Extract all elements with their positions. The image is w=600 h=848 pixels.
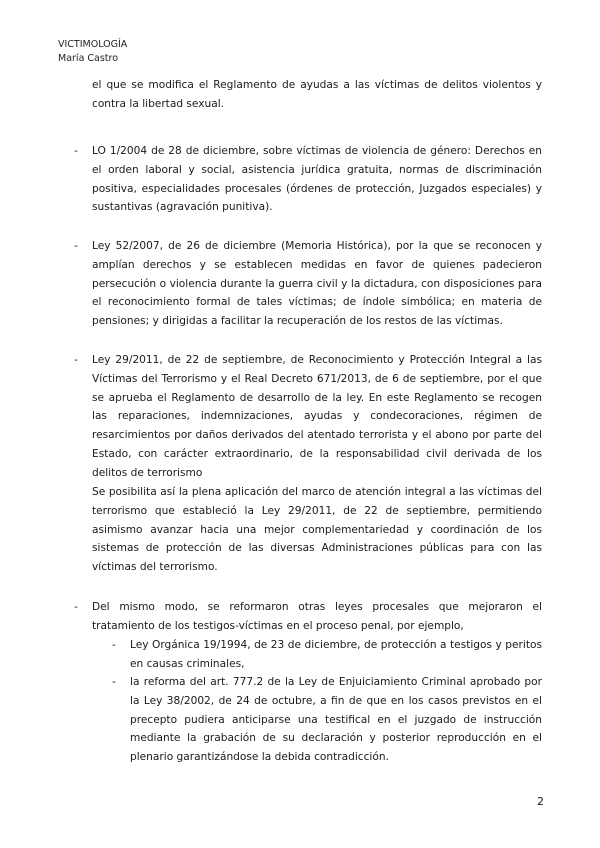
sub-item-lo-19-1994: Ley Orgánica 19/1994, de 23 de diciembre, de protección a testigos y peritos en causas criminales, bbox=[130, 639, 542, 670]
sub-bullet-dash: - bbox=[112, 676, 116, 688]
paragraph-continuation: el que se modifica el Reglamento de ayudas a las víctimas de delitos violentos y contra la libertad sexual. bbox=[92, 79, 542, 110]
bullet-dash: - bbox=[74, 145, 78, 157]
sub-item-art-777-2: la reforma del art. 777.2 de la Ley de Enjuiciamiento Criminal aprobado por la Ley 38/2002, de 24 de octubre, a fin de que en los casos previstos en el precepto pudiera anticiparse una testifical en el juzgado de instrucción mediante la grabación de su declaración y posterior reproducción en el plenario garantizándose la debida contradicción. bbox=[130, 676, 542, 764]
sub-bullet-dash: - bbox=[112, 639, 116, 651]
paragraph-ley-29-2011: Ley 29/2011, de 22 de septiembre, de Reconocimiento y Protección Integral a las Víctimas del Terrorismo y el Real Decreto 671/2013, de 6 de septiembre, por el que se aprueba el Reglamento de desarrollo de la ley. En este Reglamento se recogen las reparaciones, indemnizaciones, ayudas y condecoraciones, régimen de resarcimientos por daños derivados del atentado terrorista y el abono por parte del Estado, con carácter extraordinario, de la responsabilidad civil derivada de los delitos de terrorismo bbox=[92, 354, 542, 479]
page-number: 2 bbox=[537, 795, 544, 808]
header-author: María Castro bbox=[58, 53, 119, 64]
bullet-dash: - bbox=[74, 240, 78, 252]
paragraph-marco-integral: Se posibilita así la plena aplicación del marco de atención integral a las víctimas del terrorismo que estableció la Ley 29/2011, de 22 de septiembre, permitiendo asimismo avanzar hacia una mejor complementariedad y coordinación de los sistemas de protección de las diversas Administraciones públicas para con las víctimas del terrorismo. bbox=[92, 486, 542, 574]
paragraph-ley-52-2007: Ley 52/2007, de 26 de diciembre (Memoria Histórica), por la que se reconocen y amplían derechos y se establecen medidas en favor de quienes padecieron persecución o violencia durante la guerra civil y la dictadura, con disposiciones para el reconocimiento formal de tales víctimas; de índole simbólica; en materia de pensiones; y dirigidas a facilitar la recuperación de los restos de las víctimas. bbox=[92, 240, 542, 328]
bullet-dash: - bbox=[74, 354, 78, 366]
running-header bbox=[58, 38, 127, 66]
bullet-dash: - bbox=[74, 601, 78, 613]
paragraph-lo-2004: LO 1/2004 de 28 de diciembre, sobre víctimas de violencia de género: Derechos en el orden laboral y social, asistencia jurídica gratuita, normas de discriminación positiva, especialidades procesales (órdenes de protección, Juzgados especiales) y sustantivas (agravación punitiva). bbox=[92, 145, 542, 214]
header-title: VICTIMOLOGÍA bbox=[58, 39, 128, 50]
paragraph-reformas-procesales: Del mismo modo, se reformaron otras leyes procesales que mejoraron el tratamiento de los testigos-víctimas en el proceso penal, por ejemplo, bbox=[92, 601, 542, 632]
